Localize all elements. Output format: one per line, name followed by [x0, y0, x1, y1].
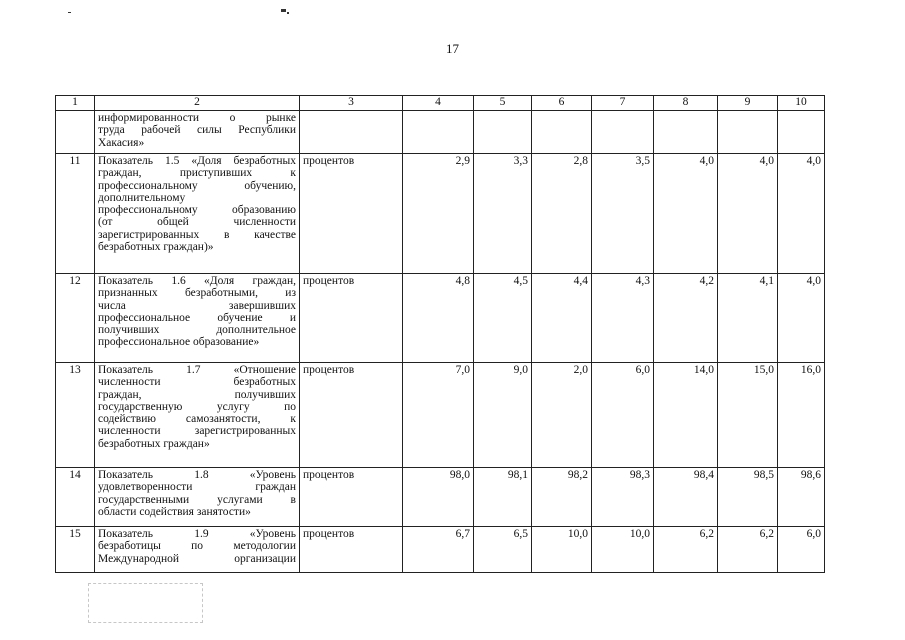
- value-cell: 6,2: [654, 527, 718, 573]
- indicator-description: [95, 154, 300, 274]
- scan-speck: [68, 12, 71, 13]
- description-line: профессиональному обучению,: [98, 179, 296, 192]
- unit-cell: процентов: [300, 468, 403, 527]
- value-cell: [403, 111, 474, 154]
- header-cell: 3: [300, 96, 403, 111]
- row-number: [56, 111, 95, 154]
- description-line: профессиональное образование»: [98, 336, 260, 349]
- value-cell: 2,8: [532, 154, 592, 274]
- value-cell: 2,0: [532, 363, 592, 468]
- indicators-table: [55, 95, 825, 573]
- value-cell: 10,0: [532, 527, 592, 573]
- scan-speck: [281, 9, 286, 12]
- value-cell: 4,0: [778, 154, 825, 274]
- value-cell: 3,3: [474, 154, 532, 274]
- description-line: признанных безработными, из: [98, 287, 296, 300]
- value-cell: 4,3: [592, 274, 654, 363]
- table-row: [56, 111, 825, 154]
- description-line: информированности о рынке: [98, 112, 296, 124]
- value-cell: 4,1: [718, 274, 778, 363]
- description-line: Международной организации: [98, 552, 296, 565]
- indicator-description: [95, 468, 300, 527]
- indicator-description: [95, 363, 300, 468]
- description-line: Показатель 1.8 «Уровень: [98, 469, 296, 481]
- unit-cell: [300, 111, 403, 154]
- header-cell: 6: [532, 96, 592, 111]
- value-cell: 6,7: [403, 527, 474, 573]
- faded-stamp: [88, 583, 203, 623]
- description-line: граждан, получивших: [98, 388, 296, 401]
- value-cell: 98,3: [592, 468, 654, 527]
- value-cell: [532, 111, 592, 154]
- value-cell: 98,4: [654, 468, 718, 527]
- value-cell: 6,2: [718, 527, 778, 573]
- value-cell: 15,0: [718, 363, 778, 468]
- description-line: дополнительному: [98, 191, 186, 204]
- value-cell: 14,0: [654, 363, 718, 468]
- value-cell: 98,0: [403, 468, 474, 527]
- description-line: численности безработных: [98, 376, 296, 389]
- description-line: удовлетворенности граждан: [98, 481, 296, 494]
- value-cell: [654, 111, 718, 154]
- table-row: [56, 527, 825, 573]
- page-number: 17: [446, 41, 459, 56]
- row-number: 12: [56, 274, 95, 363]
- indicator-description: [95, 111, 300, 154]
- value-cell: 4,5: [474, 274, 532, 363]
- value-cell: 3,5: [592, 154, 654, 274]
- description-line: (от общей численности: [98, 216, 296, 229]
- description-line: труда рабочей силы Республики: [98, 124, 296, 137]
- description-line: безработных граждан»: [98, 437, 210, 450]
- table-row: [56, 363, 825, 468]
- scan-speck: [287, 12, 289, 14]
- description-line: числа завершивших: [98, 299, 296, 312]
- description-line: зарегистрированных в качестве: [98, 228, 296, 241]
- description-line: Показатель 1.9 «Уровень: [98, 528, 296, 540]
- value-cell: 4,0: [778, 274, 825, 363]
- value-cell: 9,0: [474, 363, 532, 468]
- value-cell: 4,0: [654, 154, 718, 274]
- value-cell: 10,0: [592, 527, 654, 573]
- description-line: Показатель 1.5 «Доля безработных: [98, 155, 296, 167]
- description-line: области содействия занятости»: [98, 505, 251, 518]
- description-line: государственными услугами в: [98, 493, 296, 506]
- description-line: безработицы по методологии: [98, 540, 296, 553]
- description-line: профессиональному образованию: [98, 204, 296, 217]
- header-cell: 5: [474, 96, 532, 111]
- value-cell: 6,0: [778, 527, 825, 573]
- row-number: 15: [56, 527, 95, 573]
- description-line: получивших дополнительное: [98, 324, 296, 337]
- description-line: профессиональное обучение и: [98, 311, 296, 324]
- header-cell: 4: [403, 96, 474, 111]
- table-row: [56, 154, 825, 274]
- header-cell: 9: [718, 96, 778, 111]
- value-cell: 4,2: [654, 274, 718, 363]
- description-line: Показатель 1.6 «Доля граждан,: [98, 275, 296, 287]
- unit-cell: процентов: [300, 274, 403, 363]
- value-cell: 6,5: [474, 527, 532, 573]
- header-cell: 7: [592, 96, 654, 111]
- description-line: содействию самозанятости, к: [98, 413, 296, 426]
- description-line: Хакасия»: [98, 136, 145, 149]
- header-cell: 1: [56, 96, 95, 111]
- header-cell: 8: [654, 96, 718, 111]
- value-cell: 98,2: [532, 468, 592, 527]
- header-cell: 10: [778, 96, 825, 111]
- value-cell: 2,9: [403, 154, 474, 274]
- value-cell: 98,5: [718, 468, 778, 527]
- description-line: граждан, приступивших к: [98, 167, 296, 180]
- table-row: [56, 274, 825, 363]
- value-cell: [718, 111, 778, 154]
- value-cell: 7,0: [403, 363, 474, 468]
- value-cell: 6,0: [592, 363, 654, 468]
- unit-cell: процентов: [300, 363, 403, 468]
- header-row: [56, 96, 825, 111]
- table-row: [56, 468, 825, 527]
- indicator-description: [95, 274, 300, 363]
- value-cell: 4,0: [718, 154, 778, 274]
- header-cell: 2: [95, 96, 300, 111]
- row-number: 14: [56, 468, 95, 527]
- unit-cell: процентов: [300, 527, 403, 573]
- description-line: безработных граждан)»: [98, 241, 214, 254]
- row-number: 13: [56, 363, 95, 468]
- value-cell: [592, 111, 654, 154]
- description-line: численности зарегистрированных: [98, 425, 296, 438]
- indicator-description: [95, 527, 300, 573]
- description-line: государственную услугу по: [98, 400, 296, 413]
- value-cell: [474, 111, 532, 154]
- unit-cell: процентов: [300, 154, 403, 274]
- row-number: 11: [56, 154, 95, 274]
- description-line: Показатель 1.7 «Отношение: [98, 364, 296, 376]
- value-cell: 98,1: [474, 468, 532, 527]
- value-cell: 4,4: [532, 274, 592, 363]
- value-cell: 4,8: [403, 274, 474, 363]
- value-cell: 16,0: [778, 363, 825, 468]
- value-cell: [778, 111, 825, 154]
- value-cell: 98,6: [778, 468, 825, 527]
